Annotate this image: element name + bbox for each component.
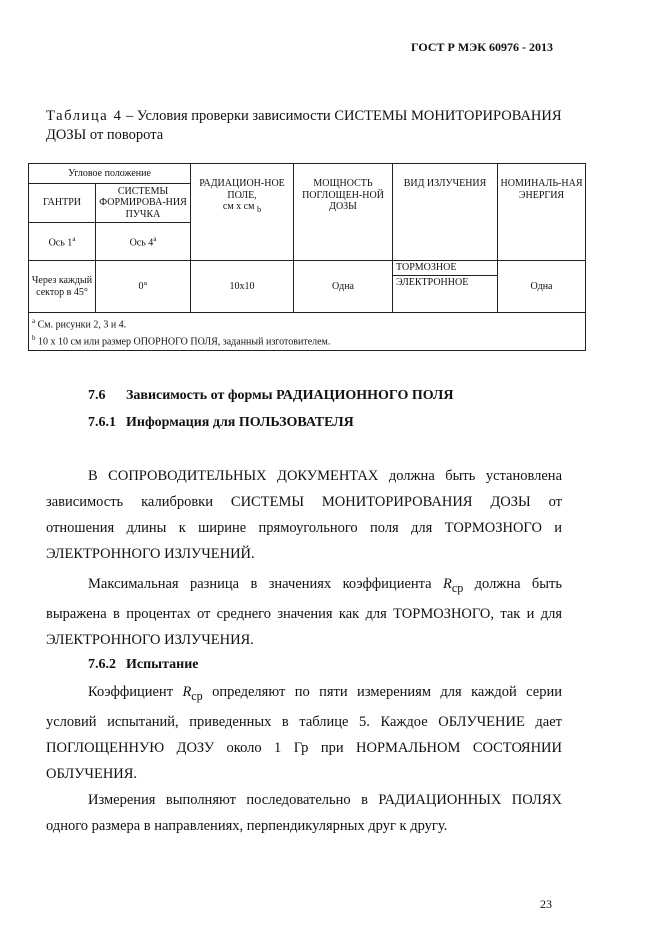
row-energy: Одна <box>498 261 586 313</box>
energy-header: НОМИНАЛЬ-НАЯ ЭНЕРГИЯ <box>498 164 586 261</box>
gantry-header: ГАНТРИ <box>29 184 96 223</box>
r-symbol: R <box>182 684 192 700</box>
paragraph-2: Максимальная разница в значениях коэффициента $R_{ср}$ должна быть выражена в процентах от среднего значения как для ТОРМОЗНОГО, так и для ЭЛЕКТРОННОГО ИЗЛУЧЕНИЯ. <box>46 576 562 648</box>
angular-position-header: Угловое положение <box>29 164 191 184</box>
table-notes <box>29 313 586 351</box>
radiation-electron: ЭЛЕКТРОННОЕ <box>396 276 469 288</box>
gantry-axis-note: a <box>72 235 76 244</box>
row-radiation <box>393 261 498 313</box>
section-7-6-1-heading <box>88 415 354 431</box>
radiation-bremsstrahlung: ТОРМОЗНОЕ <box>393 261 497 276</box>
gantry-axis <box>29 223 96 261</box>
row-dose-rate: Одна <box>294 261 393 313</box>
field-header-note: b <box>256 205 262 214</box>
field-header-unit: см х см <box>222 201 255 212</box>
table-note-b: $^b$ 10 х 10 см или размер ОПОРНОГО ПОЛЯ, заданный изготовителем. <box>32 333 331 347</box>
table-caption <box>46 107 566 145</box>
section-number: 7.6 <box>88 388 106 403</box>
row-beam: 0° <box>96 261 191 313</box>
table-caption-text: – Условия проверки зависимости СИСТЕМЫ МОНИТОРИРОВАНИЯ ДОЗЫ от поворота <box>46 108 562 143</box>
table-note-a: $^a$ См. рисунки 2, 3 и 4. <box>32 317 127 331</box>
section-title: Зависимость от формы РАДИАЦИОННОГО ПОЛЯ <box>126 388 454 403</box>
beam-system-header: СИСТЕМЫ ФОРМИРОВА-НИЯ ПУЧКА <box>96 184 191 223</box>
row-gantry: Через каждый сектор в 45° <box>29 261 96 313</box>
row-field: 10x10 <box>191 261 294 313</box>
field-header-label: РАДИАЦИОН-НОЕ ПОЛЕ, <box>199 178 285 201</box>
table-4 <box>28 163 586 351</box>
table-caption-label: Таблица 4 <box>46 108 123 124</box>
dose-rate-header: МОЩНОСТЬ ПОГЛОЩЕН-НОЙ ДОЗЫ <box>294 164 393 261</box>
section-title: Информация для ПОЛЬЗОВАТЕЛЯ <box>126 415 354 430</box>
radiation-type-header: ВИД ИЗЛУЧЕНИЯ <box>393 164 498 261</box>
r-symbol: R <box>442 576 452 592</box>
beam-axis <box>96 223 191 261</box>
field-header <box>191 164 294 261</box>
paragraph-3: Коэффициент $R_{ср}$ определяют по пяти измерениям для каждой серии условий испытаний, приведенных в таблице 5. Каждое ОБЛУЧЕНИЕ дает ПОГЛОЩЕННУЮ ДОЗУ около 1 Гр при НОРМАЛЬНОМ СОСТОЯНИИ ОБЛУЧЕНИЯ. <box>46 684 562 782</box>
page-number: 23 <box>540 897 552 911</box>
page-header: ГОСТ Р МЭК 60976 - 2013 <box>411 40 553 54</box>
section-title: Испытание <box>126 657 199 672</box>
beam-axis-note: a <box>153 235 157 244</box>
paragraph-4: Измерения выполняют последовательно в РАДИАЦИОННЫХ ПОЛЯХ одного размера в направлениях, перпендикулярных друг к другу. <box>46 792 562 834</box>
paragraph-1: В СОПРОВОДИТЕЛЬНЫХ ДОКУМЕНТАХ должна быть установлена зависимость калибровки СИСТЕМЫ МОНИТОРИРОВАНИЯ ДОЗЫ от отношения длины к ширине прямоугольного поля для ТОРМОЗНОГО и ЭЛЕКТРОННОГО ИЗЛУЧЕНИЙ. <box>46 468 562 562</box>
section-number: 7.6.1 <box>88 415 116 430</box>
section-number: 7.6.2 <box>88 657 116 672</box>
section-7-6-2-heading <box>88 657 199 673</box>
beam-axis-label: Ось 4 <box>129 237 154 249</box>
gantry-axis-label: Ось 1 <box>48 237 73 249</box>
section-7-6-heading <box>88 388 453 404</box>
